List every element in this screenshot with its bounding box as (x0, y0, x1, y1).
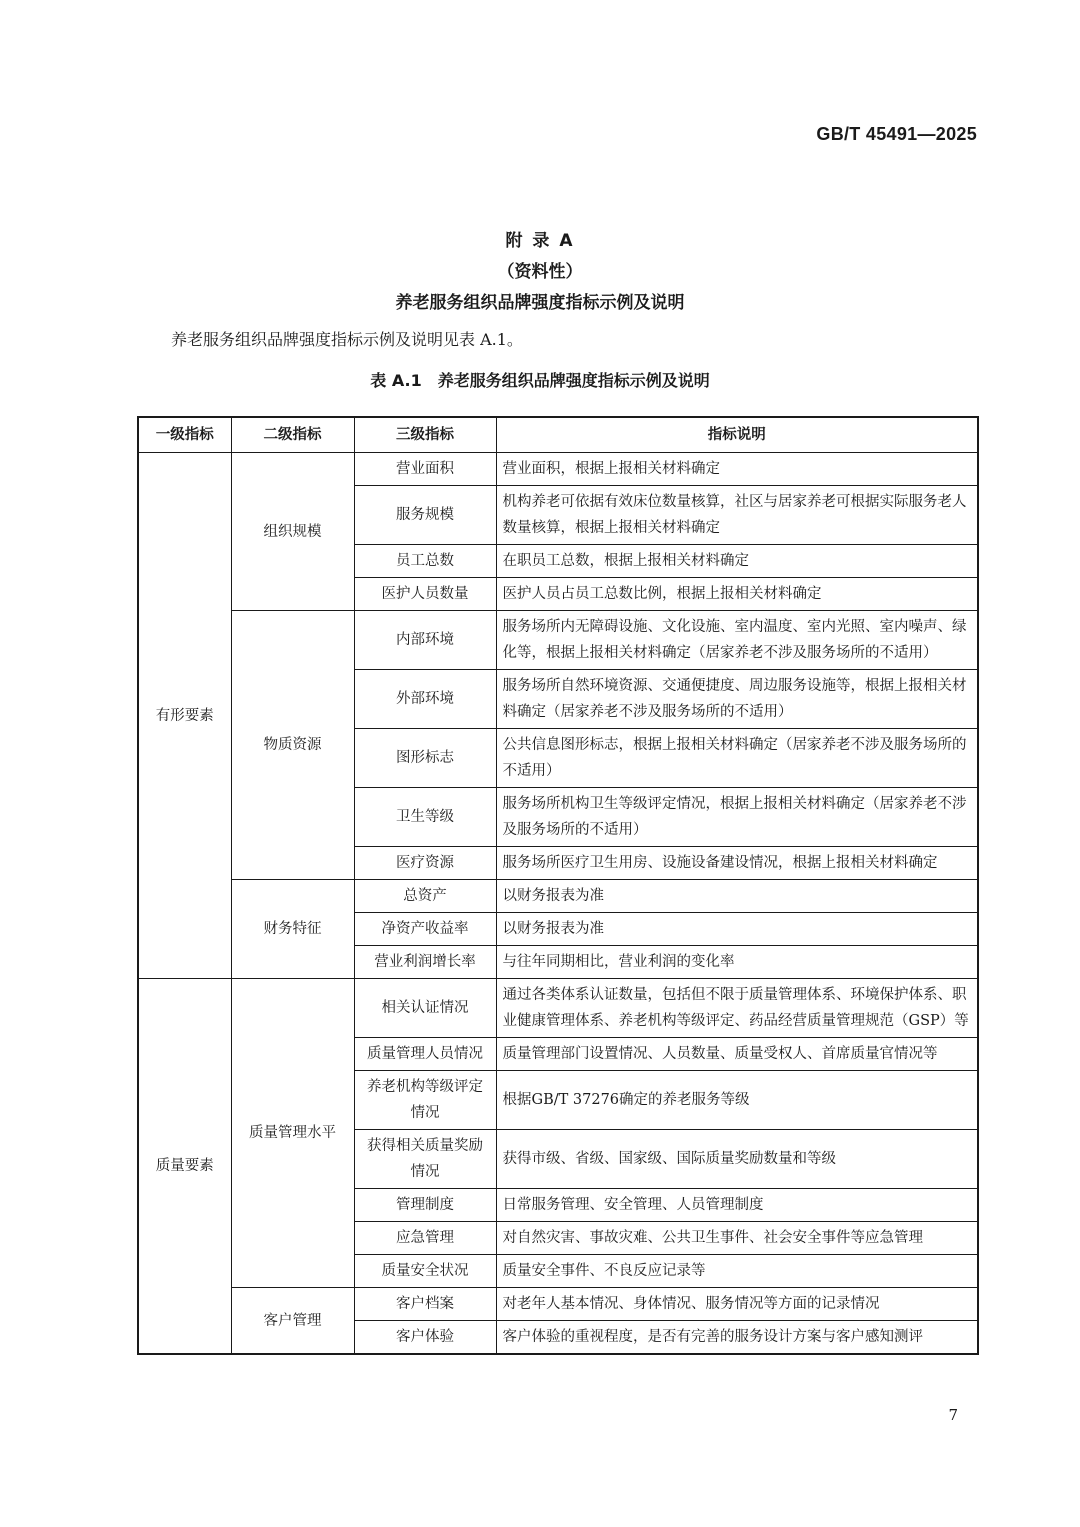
description-cell: 对老年人基本情况、身体情况、服务情况等方面的记录情况 (496, 1288, 978, 1321)
level3-cell: 质量管理人员情况 (354, 1038, 496, 1071)
level3-cell: 内部环境 (354, 611, 496, 670)
level2-cell: 物质资源 (231, 611, 354, 880)
intro-paragraph: 养老服务组织品牌强度指标示例及说明见表 A.1。 (171, 330, 523, 349)
level3-cell: 养老机构等级评定情况 (354, 1071, 496, 1130)
level3-cell: 相关认证情况 (354, 979, 496, 1038)
level3-cell: 净资产收益率 (354, 913, 496, 946)
level3-cell: 客户档案 (354, 1288, 496, 1321)
annex-type: （资料性） (497, 262, 583, 282)
level3-cell: 获得相关质量奖励情况 (354, 1130, 496, 1189)
description-cell: 在职员工总数，根据上报相关材料确定 (496, 545, 978, 578)
description-cell: 公共信息图形标志，根据上报相关材料确定（居家养老不涉及服务场所的不适用） (496, 729, 978, 788)
description-cell: 营业面积，根据上报相关材料确定 (496, 453, 978, 486)
description-cell: 与往年同期相比，营业利润的变化率 (496, 946, 978, 979)
header-level2: 二级指标 (231, 417, 354, 453)
level3-cell: 应急管理 (354, 1222, 496, 1255)
standard-number: GB/T 45491—2025 (816, 124, 977, 144)
description-cell: 获得市级、省级、国家级、国际质量奖励数量和等级 (496, 1130, 978, 1189)
level2-cell: 客户管理 (231, 1288, 354, 1355)
description-cell: 服务场所医疗卫生用房、设施设备建设情况，根据上报相关材料确定 (496, 847, 978, 880)
level2-cell: 财务特征 (231, 880, 354, 979)
level2-cell: 质量管理水平 (231, 979, 354, 1288)
description-cell: 通过各类体系认证数量，包括但不限于质量管理体系、环境保护体系、职业健康管理体系、养老机构等级评定、药品经营质量管理规范（GSP）等 (496, 979, 978, 1038)
level3-cell: 图形标志 (354, 729, 496, 788)
description-cell: 服务场所机构卫生等级评定情况，根据上报相关材料确定（居家养老不涉及服务场所的不适用） (496, 788, 978, 847)
indicator-table (137, 416, 979, 1355)
level3-cell: 客户体验 (354, 1321, 496, 1355)
description-cell: 医护人员占员工总数比例，根据上报相关材料确定 (496, 578, 978, 611)
level3-cell: 卫生等级 (354, 788, 496, 847)
description-cell: 服务场所自然环境资源、交通便捷度、周边服务设施等，根据上报相关材料确定（居家养老不涉及服务场所的不适用） (496, 670, 978, 729)
table-row (138, 453, 978, 486)
table-header-row (138, 417, 978, 453)
description-cell: 质量安全事件、不良反应记录等 (496, 1255, 978, 1288)
annex-title: 附 录 A (505, 231, 575, 251)
level3-cell: 营业利润增长率 (354, 946, 496, 979)
table-row (138, 611, 978, 670)
level3-cell: 外部环境 (354, 670, 496, 729)
table-caption: 表 A.1 养老服务组织品牌强度指标示例及说明 (370, 371, 710, 390)
page-number: 7 (948, 1406, 958, 1424)
level1-cell: 有形要素 (138, 453, 231, 979)
header-description: 指标说明 (496, 417, 978, 453)
table-row (138, 880, 978, 913)
description-cell: 对自然灾害、事故灾难、公共卫生事件、社会安全事件等应急管理 (496, 1222, 978, 1255)
level3-cell: 管理制度 (354, 1189, 496, 1222)
description-cell: 机构养老可依据有效床位数量核算，社区与居家养老可根据实际服务老人数量核算，根据上报相关材料确定 (496, 486, 978, 545)
header-level1: 一级指标 (138, 417, 231, 453)
description-cell: 日常服务管理、安全管理、人员管理制度 (496, 1189, 978, 1222)
table-row (138, 979, 978, 1038)
description-cell: 以财务报表为准 (496, 913, 978, 946)
header-level3: 三级指标 (354, 417, 496, 453)
annex-name: 养老服务组织品牌强度指标示例及说明 (395, 293, 685, 313)
level3-cell: 医护人员数量 (354, 578, 496, 611)
level3-cell: 员工总数 (354, 545, 496, 578)
level3-cell: 质量安全状况 (354, 1255, 496, 1288)
level1-cell: 质量要素 (138, 979, 231, 1355)
level3-cell: 营业面积 (354, 453, 496, 486)
description-cell: 客户体验的重视程度，是否有完善的服务设计方案与客户感知测评 (496, 1321, 978, 1355)
table-row (138, 1288, 978, 1321)
description-cell: 以财务报表为准 (496, 880, 978, 913)
description-cell: 根据GB/T 37276确定的养老服务等级 (496, 1071, 978, 1130)
level3-cell: 医疗资源 (354, 847, 496, 880)
level2-cell: 组织规模 (231, 453, 354, 611)
description-cell: 质量管理部门设置情况、人员数量、质量受权人、首席质量官情况等 (496, 1038, 978, 1071)
description-cell: 服务场所内无障碍设施、文化设施、室内温度、室内光照、室内噪声、绿化等，根据上报相关材料确定（居家养老不涉及服务场所的不适用） (496, 611, 978, 670)
level3-cell: 总资产 (354, 880, 496, 913)
level3-cell: 服务规模 (354, 486, 496, 545)
